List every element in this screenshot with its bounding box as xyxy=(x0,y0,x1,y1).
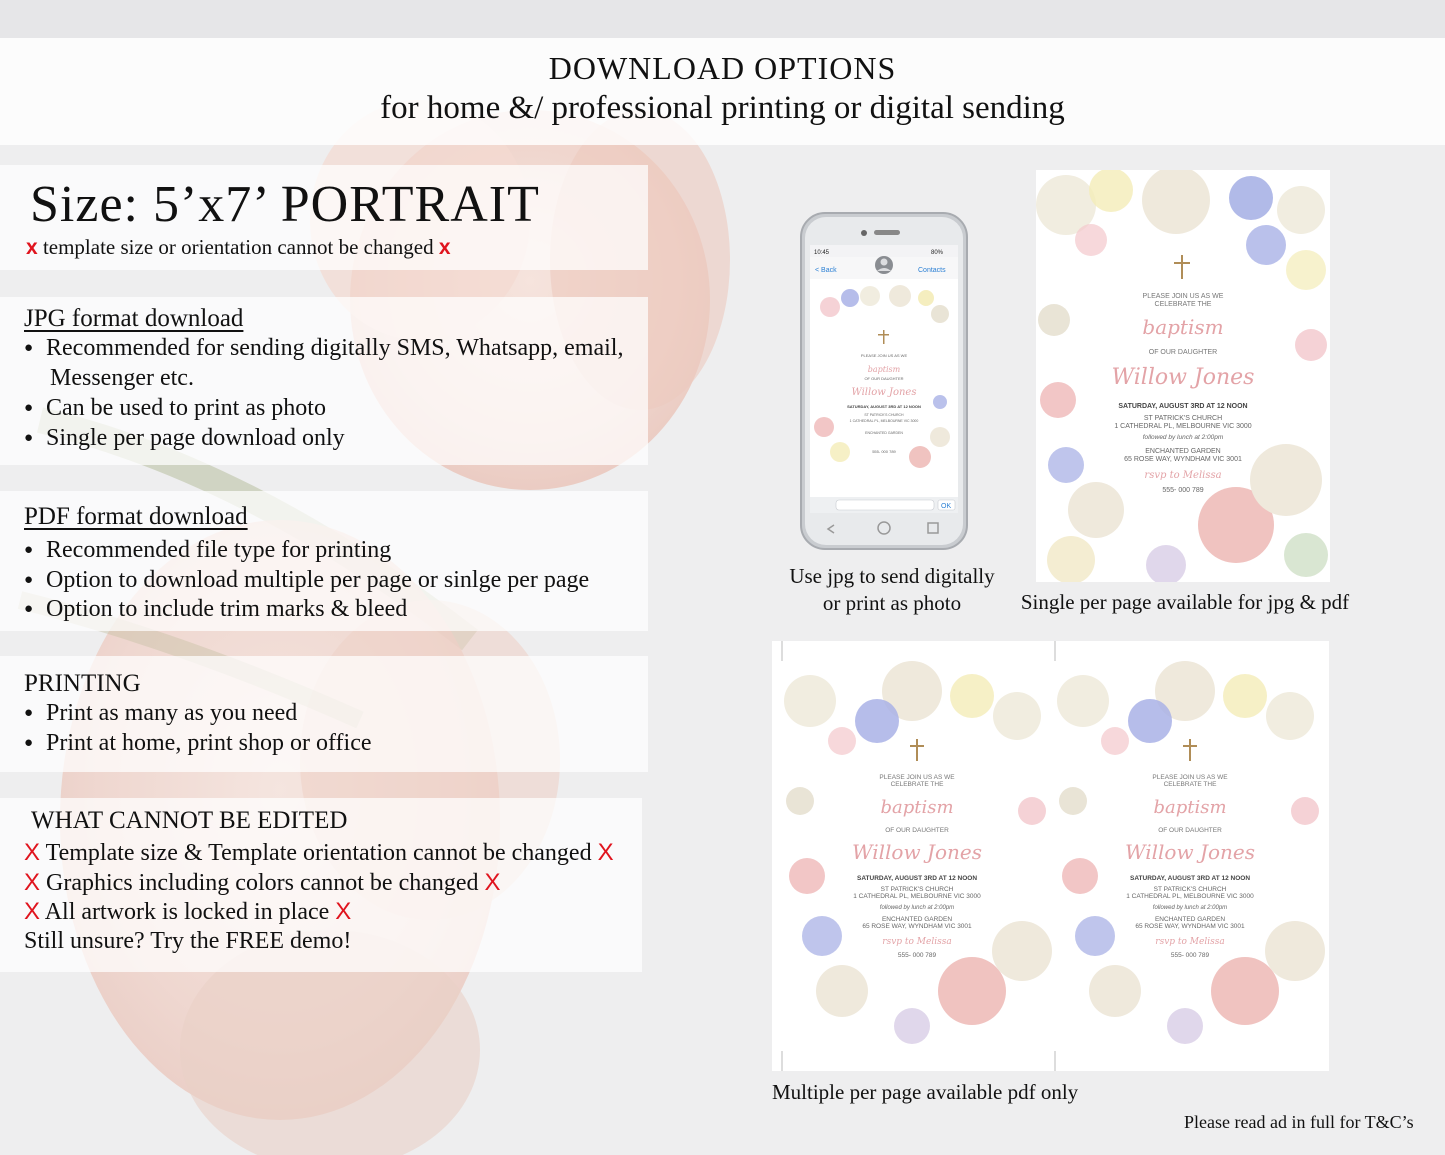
svg-text:followed by lunch at 2:00pm: followed by lunch at 2:00pm xyxy=(1152,905,1228,911)
bullet-icon: ● xyxy=(24,542,34,558)
list-item: ● Print as many as you need xyxy=(24,700,298,726)
x-mark-icon: X xyxy=(335,898,352,925)
phone-ok: OK xyxy=(941,503,952,510)
jpg-title: JPG format download xyxy=(24,305,244,332)
list-item: ● Recommended for sending digitally SMS, Whatsapp, email, xyxy=(24,335,624,361)
phone-mockup xyxy=(800,212,968,550)
svg-text:rsvp to Melissa: rsvp to Melissa xyxy=(882,937,952,947)
svg-text:OF OUR DAUGHTER: OF OUR DAUGHTER xyxy=(1148,349,1218,356)
cannot-edit-panel xyxy=(0,798,642,972)
svg-text:ST PATRICK'S CHURCH: ST PATRICK'S CHURCH xyxy=(864,413,904,417)
size-title: Size: 5’x7’ PORTRAIT xyxy=(30,176,540,233)
svg-text:Willow Jones: Willow Jones xyxy=(852,840,982,864)
svg-text:OF OUR DAUGHTER: OF OUR DAUGHTER xyxy=(885,827,949,834)
jpg-panel xyxy=(0,297,648,465)
svg-text:PLEASE JOIN US AS WE: PLEASE JOIN US AS WE xyxy=(1142,293,1224,300)
svg-text:CELEBRATE THE: CELEBRATE THE xyxy=(890,781,944,788)
svg-text:SATURDAY, AUGUST 3RD AT 12 NOO: SATURDAY, AUGUST 3RD AT 12 NOON xyxy=(1129,875,1251,882)
svg-text:555- 000 789: 555- 000 789 xyxy=(872,449,896,454)
demo-text: Still unsure? Try the FREE demo! xyxy=(24,928,352,954)
x-mark-icon: X xyxy=(484,869,501,896)
svg-text:baptism: baptism xyxy=(1153,797,1227,818)
svg-text:555- 000 789: 555- 000 789 xyxy=(897,952,937,959)
svg-text:SATURDAY, AUGUST 3RD AT 12 NOO: SATURDAY, AUGUST 3RD AT 12 NOON xyxy=(1118,403,1248,410)
printing-panel xyxy=(0,656,648,772)
list-item: ● Single per page download only xyxy=(24,425,345,451)
printing-title: PRINTING xyxy=(24,670,141,697)
svg-text:1 CATHEDRAL PL, MELBOURNE VIC: 1 CATHEDRAL PL, MELBOURNE VIC 3000 xyxy=(849,419,919,423)
size-panel xyxy=(0,165,648,270)
page-title: DOWNLOAD OPTIONS xyxy=(548,50,897,86)
svg-text:1 CATHEDRAL PL, MELBOURNE VIC: 1 CATHEDRAL PL, MELBOURNE VIC 3000 xyxy=(853,893,981,900)
svg-text:555- 000 789: 555- 000 789 xyxy=(1162,487,1204,494)
bullet-icon: ● xyxy=(24,572,34,588)
multiple-caption: Multiple per page available pdf only xyxy=(772,1080,1079,1104)
svg-text:PLEASE JOIN US AS WE: PLEASE JOIN US AS WE xyxy=(860,353,908,358)
phone-contacts: Contacts xyxy=(918,267,946,274)
header xyxy=(0,38,1445,145)
single-invite-preview xyxy=(1036,170,1330,582)
size-note-text: template size or orientation cannot be changed xyxy=(42,235,434,259)
multiple-invite-preview xyxy=(772,641,1329,1071)
svg-text:65 ROSE WAY, WYNDHAM VIC 3001: 65 ROSE WAY, WYNDHAM VIC 3001 xyxy=(1135,923,1245,930)
svg-text:Willow Jones: Willow Jones xyxy=(851,387,917,398)
svg-text:ST PATRICK'S CHURCH: ST PATRICK'S CHURCH xyxy=(1143,415,1223,422)
svg-text:555- 000 789: 555- 000 789 xyxy=(1170,952,1210,959)
svg-text:65 ROSE WAY, WYNDHAM VIC 3001: 65 ROSE WAY, WYNDHAM VIC 3001 xyxy=(1124,456,1242,463)
svg-text:SATURDAY, AUGUST 3RD AT 12 NOO: SATURDAY, AUGUST 3RD AT 12 NOON xyxy=(847,404,921,409)
svg-text:Willow Jones: Willow Jones xyxy=(1125,840,1255,864)
cannot-edit-title: WHAT CANNOT BE EDITED xyxy=(31,807,348,834)
svg-text:OF OUR DAUGHTER: OF OUR DAUGHTER xyxy=(864,376,904,381)
list-item: X Graphics including colors cannot be changed X xyxy=(24,869,501,896)
x-mark-icon: x xyxy=(26,236,38,259)
size-note xyxy=(26,235,451,260)
x-mark-icon: X xyxy=(24,898,41,925)
bullet-icon: ● xyxy=(24,340,34,356)
x-mark-icon: X xyxy=(597,839,614,866)
svg-text:Willow Jones: Willow Jones xyxy=(1111,365,1255,390)
list-item: ● Option to include trim marks & bleed xyxy=(24,596,408,622)
list-item: Messenger etc. xyxy=(50,365,194,391)
pdf-panel xyxy=(0,491,648,631)
svg-text:1 CATHEDRAL PL, MELBOURNE VIC: 1 CATHEDRAL PL, MELBOURNE VIC 3000 xyxy=(1126,893,1254,900)
phone-back: < Back xyxy=(815,267,837,274)
svg-text:65 ROSE WAY, WYNDHAM VIC 3001: 65 ROSE WAY, WYNDHAM VIC 3001 xyxy=(862,923,972,930)
phone-time: 10:45 xyxy=(814,250,830,256)
top-band xyxy=(0,0,1445,38)
terms-note: Please read ad in full for T&C’s xyxy=(1184,1112,1414,1132)
svg-text:SATURDAY, AUGUST 3RD AT 12 NOO: SATURDAY, AUGUST 3RD AT 12 NOON xyxy=(856,875,978,882)
page-subtitle: for home &/ professional printing or digital sending xyxy=(380,90,1065,126)
x-mark-icon: x xyxy=(438,236,451,259)
svg-text:ST PATRICK'S CHURCH: ST PATRICK'S CHURCH xyxy=(880,886,954,893)
x-mark-icon: X xyxy=(24,839,41,866)
bullet-icon: ● xyxy=(24,705,34,721)
phone-caption: Use jpg to send digitally or print as photo xyxy=(789,564,995,615)
list-item: X Template size & Template orientation cannot be changed X xyxy=(24,839,614,866)
svg-text:followed by lunch at 2:00pm: followed by lunch at 2:00pm xyxy=(879,905,955,911)
svg-text:baptism: baptism xyxy=(1142,315,1224,339)
svg-text:ENCHANTED GARDEN: ENCHANTED GARDEN xyxy=(865,431,903,435)
svg-text:ENCHANTED GARDEN: ENCHANTED GARDEN xyxy=(881,916,953,923)
svg-text:baptism: baptism xyxy=(867,365,901,374)
svg-text:baptism: baptism xyxy=(880,797,954,818)
svg-text:rsvp to Melissa: rsvp to Melissa xyxy=(1144,470,1222,481)
bullet-icon: ● xyxy=(24,601,34,617)
bullet-icon: ● xyxy=(24,735,34,751)
single-caption: Single per page available for jpg & pdf xyxy=(1020,590,1350,614)
svg-text:ENCHANTED GARDEN: ENCHANTED GARDEN xyxy=(1145,448,1221,455)
list-item: ● Print at home, print shop or office xyxy=(24,730,372,756)
list-item: ● Can be used to print as photo xyxy=(24,395,326,421)
svg-text:OF OUR DAUGHTER: OF OUR DAUGHTER xyxy=(1158,827,1222,834)
list-item: ● Option to download multiple per page or sinlge per page xyxy=(24,567,590,593)
bullet-icon: ● xyxy=(24,400,34,416)
svg-text:CELEBRATE THE: CELEBRATE THE xyxy=(1163,781,1217,788)
svg-text:rsvp to Melissa: rsvp to Melissa xyxy=(1155,937,1225,947)
list-item: ● Recommended file type for printing xyxy=(24,537,392,563)
svg-text:1 CATHEDRAL PL, MELBOURNE VIC: 1 CATHEDRAL PL, MELBOURNE VIC 3000 xyxy=(1114,423,1252,430)
svg-text:PLEASE JOIN US AS WE: PLEASE JOIN US AS WE xyxy=(879,774,955,781)
bullet-icon: ● xyxy=(24,430,34,446)
svg-text:followed by lunch at 2:00pm: followed by lunch at 2:00pm xyxy=(1142,434,1224,441)
list-item: X All artwork is locked in place X xyxy=(24,898,352,925)
x-mark-icon: X xyxy=(24,869,41,896)
pdf-title: PDF format download xyxy=(24,503,248,530)
svg-text:ST PATRICK'S CHURCH: ST PATRICK'S CHURCH xyxy=(1153,886,1227,893)
svg-text:ENCHANTED GARDEN: ENCHANTED GARDEN xyxy=(1154,916,1226,923)
svg-text:PLEASE JOIN US AS WE: PLEASE JOIN US AS WE xyxy=(1152,774,1228,781)
phone-battery: 80% xyxy=(931,250,944,256)
svg-text:CELEBRATE THE: CELEBRATE THE xyxy=(1154,301,1212,308)
